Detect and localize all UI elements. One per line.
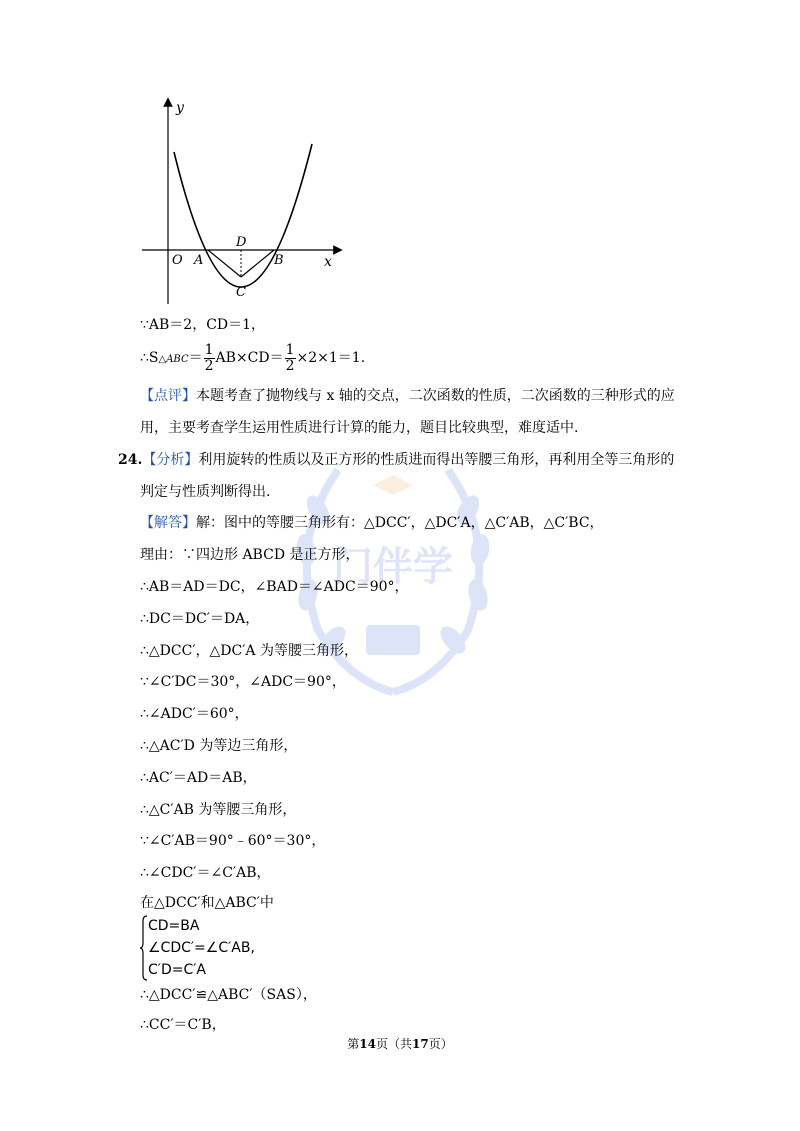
comment-line-2: 用，主要考查学生运用性质进行计算的能力，题目比较典型，难度适中. [140, 420, 579, 436]
label-o: O [172, 253, 183, 268]
page-number: 14 [359, 1037, 376, 1051]
analysis-line-1: 24.【分析】利用旋转的性质以及正方形的性质进而得出等腰三角形，再利用全等三角形的 [118, 452, 675, 468]
watermark-text: 门伴学 [333, 544, 453, 590]
fraction-half-2: $\frac{1}{2}$ [285, 341, 295, 374]
page-total: 17 [412, 1037, 429, 1051]
comment-tag: 【点评】 [140, 388, 196, 404]
comment-line-1: 【点评】本题考查了抛物线与 x 轴的交点，二次函数的性质，二次函数的三种形式的应 [140, 388, 675, 404]
page-footer: 第14页（共17页） [347, 1037, 453, 1051]
equation-system [140, 915, 340, 981]
label-c: C [236, 285, 246, 300]
label-d: D [236, 235, 247, 250]
parabola-graph [136, 96, 346, 310]
label-x: x [324, 254, 332, 270]
area-end: ×2×1＝1. [296, 350, 366, 366]
line-area [140, 342, 365, 376]
line-ab-cd: ∵AB＝2，CD＝1， [140, 317, 266, 333]
question-number: 24. [118, 452, 143, 468]
area-prefix: ∴S [140, 350, 159, 366]
step-3: ∴DC＝DC′＝DA， [140, 611, 260, 627]
area-mid: AB×CD＝ [215, 350, 284, 366]
system-eq-1: CD=BA [148, 918, 200, 934]
system-eq-2: ∠CDC′=∠C′AB, [148, 940, 255, 956]
left-brace-icon [140, 915, 148, 981]
step-10: ∵∠C′AB＝90°﹣60°＝30°， [140, 833, 326, 849]
step-12: 在△DCC′和△ABC′中 [140, 895, 274, 911]
step-11: ∴∠CDC′＝∠C′AB， [140, 865, 271, 881]
answer-tag: 【解答】 [140, 515, 196, 531]
step-4: ∴△DCC′，△DC′A 为等腰三角形， [140, 643, 358, 659]
step-5: ∵∠C′DC＝30°，∠ADC＝90°， [140, 674, 346, 690]
fraction-half-1: $\frac{1}{2}$ [204, 341, 214, 374]
area-eq: ＝ [188, 350, 203, 366]
analysis-tag: 【分析】 [142, 452, 199, 468]
step-13: ∴△DCC′≌△ABC′（SAS）， [140, 987, 317, 1003]
analysis-line-2: 判定与性质判断得出. [140, 484, 271, 500]
step-7: ∴△AC′D 为等边三角形， [140, 738, 298, 754]
step-2: ∴AB＝AD＝DC，∠BAD＝∠ADC＝90°， [140, 579, 409, 595]
step-14: ∴CC′＝C′B， [140, 1017, 226, 1033]
label-b: B [274, 253, 284, 268]
step-1: 理由：∵四边形 ABCD 是正方形， [140, 547, 360, 563]
step-6: ∴∠ADC′＝60°， [140, 706, 249, 722]
label-a: A [194, 253, 204, 268]
system-eq-3: C′D=C′A [148, 962, 206, 978]
label-y: y [176, 100, 184, 116]
answer-line-1: 【解答】解：图中的等腰三角形有：△DCC′，△DC′A，△C′AB，△C′BC， [140, 515, 604, 531]
step-8: ∴AC′＝AD＝AB， [140, 770, 257, 786]
area-sub: △ABC [158, 354, 189, 365]
step-9: ∴△C′AB 为等腰三角形， [140, 802, 297, 818]
